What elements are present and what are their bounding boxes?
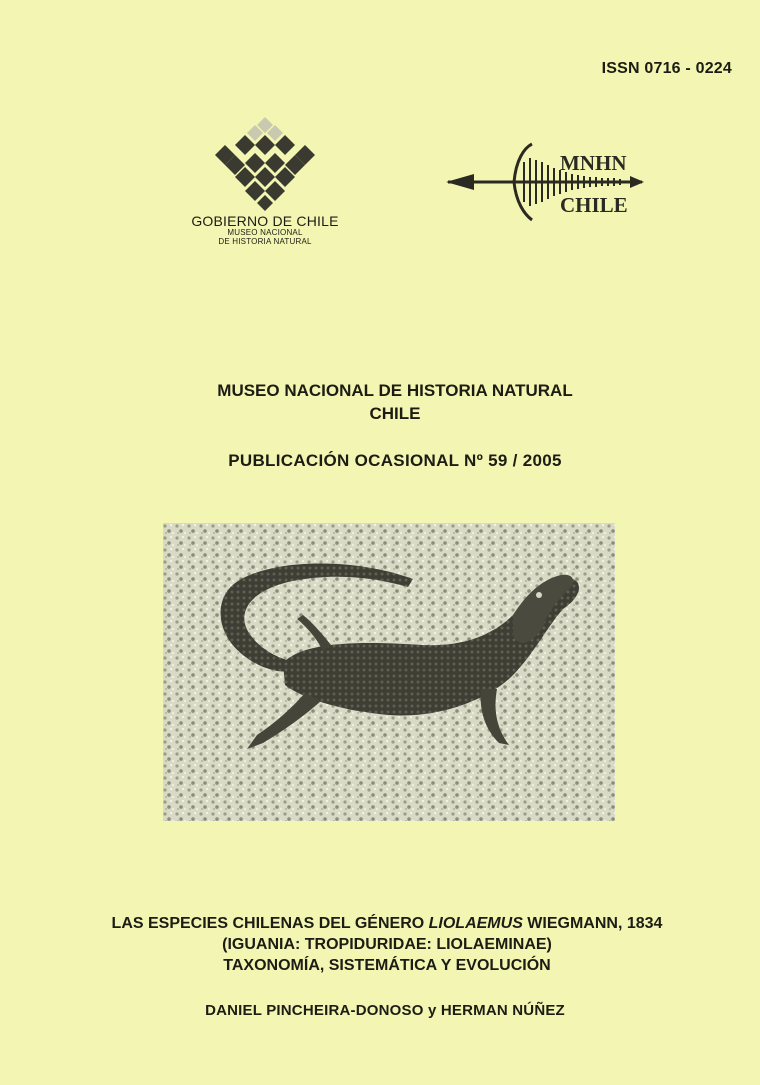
- gobierno-logo-line2: MUSEO NACIONAL: [227, 228, 303, 237]
- book-title-line3: TAXONOMÍA, SISTEMÁTICA Y EVOLUCIÓN: [223, 957, 551, 974]
- lizard-image: [163, 523, 615, 821]
- mnhn-chile-logo: [444, 140, 649, 225]
- museum-country: CHILE: [369, 404, 421, 423]
- mnhn-logo-line2: CHILE: [560, 193, 628, 217]
- publication-number: PUBLICACIÓN OCASIONAL Nº 59 / 2005: [228, 451, 562, 470]
- gobierno-logo-line1: GOBIERNO DE CHILE: [191, 213, 339, 229]
- book-title-genus: LIOLAEMUS: [428, 915, 523, 932]
- mnhn-logo-line1: MNHN: [560, 151, 627, 175]
- gobierno-de-chile-logo: [210, 115, 320, 215]
- book-title-line1: [0, 913, 760, 934]
- book-title-line1-start: LAS ESPECIES CHILENAS DEL GÉNERO: [111, 915, 429, 932]
- authors: DANIEL PINCHEIRA-DONOSO y HERMAN NÚÑEZ: [205, 1002, 565, 1019]
- issn-label: ISSN 0716 - 0224: [601, 60, 732, 77]
- gobierno-logo-mosaic: [215, 135, 315, 211]
- book-title-line1-end: WIEGMANN, 1834: [522, 915, 663, 932]
- gobierno-logo-line3: DE HISTORIA NATURAL: [218, 237, 312, 246]
- gobierno-logo-text: [160, 214, 370, 246]
- museum-name: MUSEO NACIONAL DE HISTORIA NATURAL: [217, 381, 573, 400]
- book-title-line2: (IGUANIA: TROPIDURIDAE: LIOLAEMINAE): [222, 936, 552, 953]
- lizard-photograph: [163, 523, 615, 821]
